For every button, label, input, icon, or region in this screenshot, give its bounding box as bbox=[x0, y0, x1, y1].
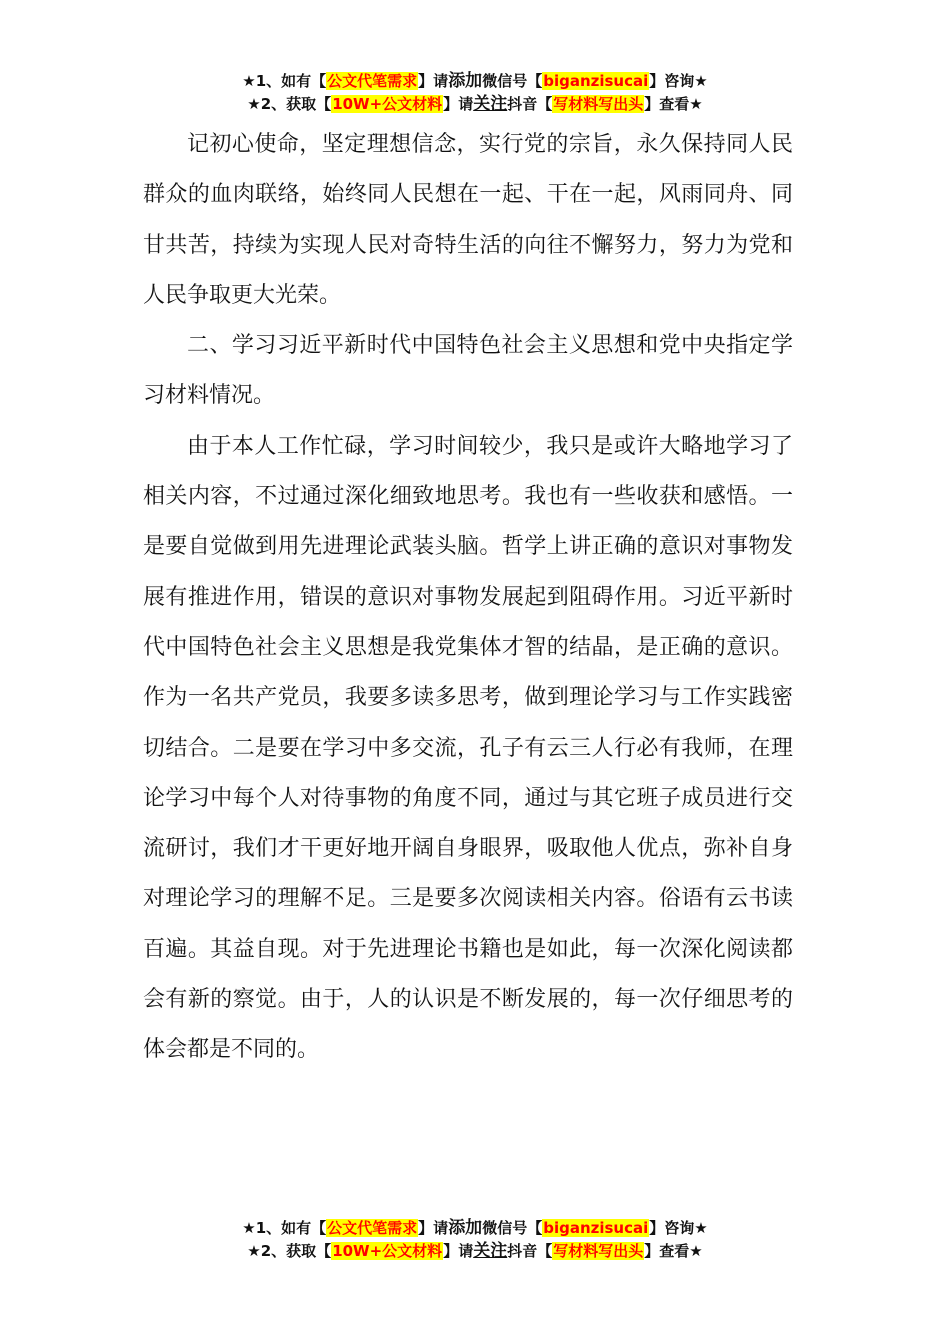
ad-text: ★2、获取【 bbox=[247, 1242, 332, 1260]
header-ad-notice bbox=[0, 70, 950, 116]
ad-text: 抖音【 bbox=[507, 95, 553, 113]
ad-text: 】请 bbox=[418, 1219, 449, 1237]
ad-text: 】查看★ bbox=[644, 1242, 703, 1260]
ad-highlight: 公文代笔需求 bbox=[327, 1219, 418, 1237]
paragraph-3: 由于本人工作忙碌，学习时间较少，我只是或许大略地学习了相关内容，不过通过深化细致地思考。我也有一些收获和感悟。一是要自觉做到用先进理论武装头脑。哲学上讲正确的意识对事物发展有推进作用，错误的意识对事物发展起到阻碍作用。习近平新时代中国特色社会主义思想是我党集体才智的结晶，是正确的意识。作为一名共产党员，我要多读多思考，做到理论学习与工作实践密切结合。二是要在学习中多交流，孔子有云三人行必有我师，在理论学习中每个人对待事物的角度不同，通过与其它班子成员进行交流研讨，我们才干更好地开阔自身眼界，吸取他人优点，弥补自身对理论学习的理解不足。三是要多次阅读相关内容。俗语有云书读百遍。其益自现。对于先进理论书籍也是如此，每一次深化阅读都会有新的察觉。由于，人的认识是不断发展的，每一次仔细思考的体会都是不同的。 bbox=[143, 433, 793, 1063]
ad-highlight: 公文代笔需求 bbox=[327, 72, 418, 90]
ad-text: ★1、如有【 bbox=[242, 1219, 327, 1237]
ad-text: 】请 bbox=[418, 72, 449, 90]
ad-emphasis: 关注 bbox=[473, 94, 508, 114]
ad-highlight: 10W+公文材料 bbox=[332, 1242, 443, 1260]
ad-text: ★2、获取【 bbox=[247, 95, 332, 113]
ad-emphasis: 添加 bbox=[448, 1218, 483, 1238]
ad-emphasis: 关注 bbox=[473, 1241, 508, 1261]
ad-highlight: biganzisucai bbox=[543, 1219, 649, 1237]
paragraph-2-heading: 二、学习习近平新时代中国特色社会主义思想和党中央指定学习材料情况。 bbox=[143, 333, 793, 409]
ad-highlight: biganzisucai bbox=[543, 72, 649, 90]
document-body bbox=[143, 120, 793, 1076]
ad-text: 微信号【 bbox=[482, 1219, 543, 1237]
ad-line-2 bbox=[0, 1240, 950, 1263]
ad-text: 微信号【 bbox=[482, 72, 543, 90]
ad-text: ★1、如有【 bbox=[242, 72, 327, 90]
ad-line-1 bbox=[0, 70, 950, 93]
ad-text: 】咨询★ bbox=[649, 72, 708, 90]
ad-line-1 bbox=[0, 1217, 950, 1240]
ad-text: 抖音【 bbox=[507, 1242, 553, 1260]
ad-highlight: 写材料写出头 bbox=[553, 95, 644, 113]
footer-ad-notice bbox=[0, 1217, 950, 1263]
ad-text: 】请 bbox=[443, 95, 474, 113]
ad-highlight: 10W+公文材料 bbox=[332, 95, 443, 113]
ad-text: 】请 bbox=[443, 1242, 474, 1260]
ad-text: 】咨询★ bbox=[649, 1219, 708, 1237]
ad-line-2 bbox=[0, 93, 950, 116]
ad-highlight: 写材料写出头 bbox=[553, 1242, 644, 1260]
ad-emphasis: 添加 bbox=[448, 71, 483, 91]
ad-text: 】查看★ bbox=[644, 95, 703, 113]
paragraph-1: 记初心使命，坚定理想信念，实行党的宗旨，永久保持同人民群众的血肉联络，始终同人民想在一起、干在一起，风雨同舟、同甘共苦，持续为实现人民对奇特生活的向往不懈努力，努力为党和人民争取更大光荣。 bbox=[143, 132, 793, 308]
